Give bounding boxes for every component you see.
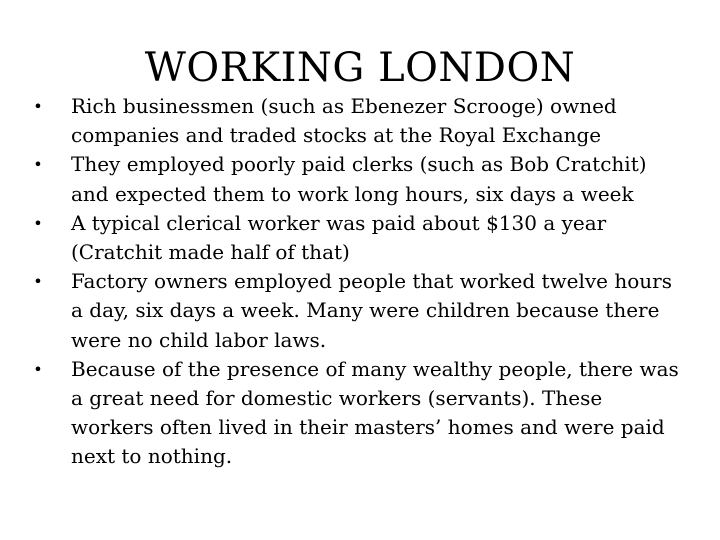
bullet-marker: • (33, 213, 43, 233)
bullet-marker: • (33, 97, 43, 116)
bullet-item (28, 150, 688, 208)
bullet-text: Because of the presence of many wealthy people, there was a great need for domestic workers (servants). These workers often lived in their masters’ homes and were paid next to nothing. (71, 356, 679, 469)
bullet-text: Factory owners employed people that worked twelve hours a day, six days a week. Many were children because there were no child labor laws. (71, 269, 672, 352)
bullet-item (28, 355, 688, 472)
bullet-marker: • (33, 359, 43, 379)
bullet-item (28, 209, 688, 267)
slide-title: WORKING LONDON (144, 45, 576, 91)
bullet-item (28, 92, 688, 150)
bullet-text: A typical clerical worker was paid about $130 a year (Cratchit made half of that) (71, 210, 607, 265)
bullet-marker: • (33, 272, 43, 292)
bullet-text: They employed poorly paid clerks (such as Bob Cratchit) and expected them to work long hours, six days a week (71, 152, 647, 206)
bullet-marker: • (33, 155, 43, 175)
bullet-text: Rich businessmen (such as Ebenezer Scrooge) owned companies and traded stocks at the Royal Exchange (71, 94, 617, 148)
bullet-list (28, 92, 688, 472)
bullet-item (28, 267, 688, 355)
